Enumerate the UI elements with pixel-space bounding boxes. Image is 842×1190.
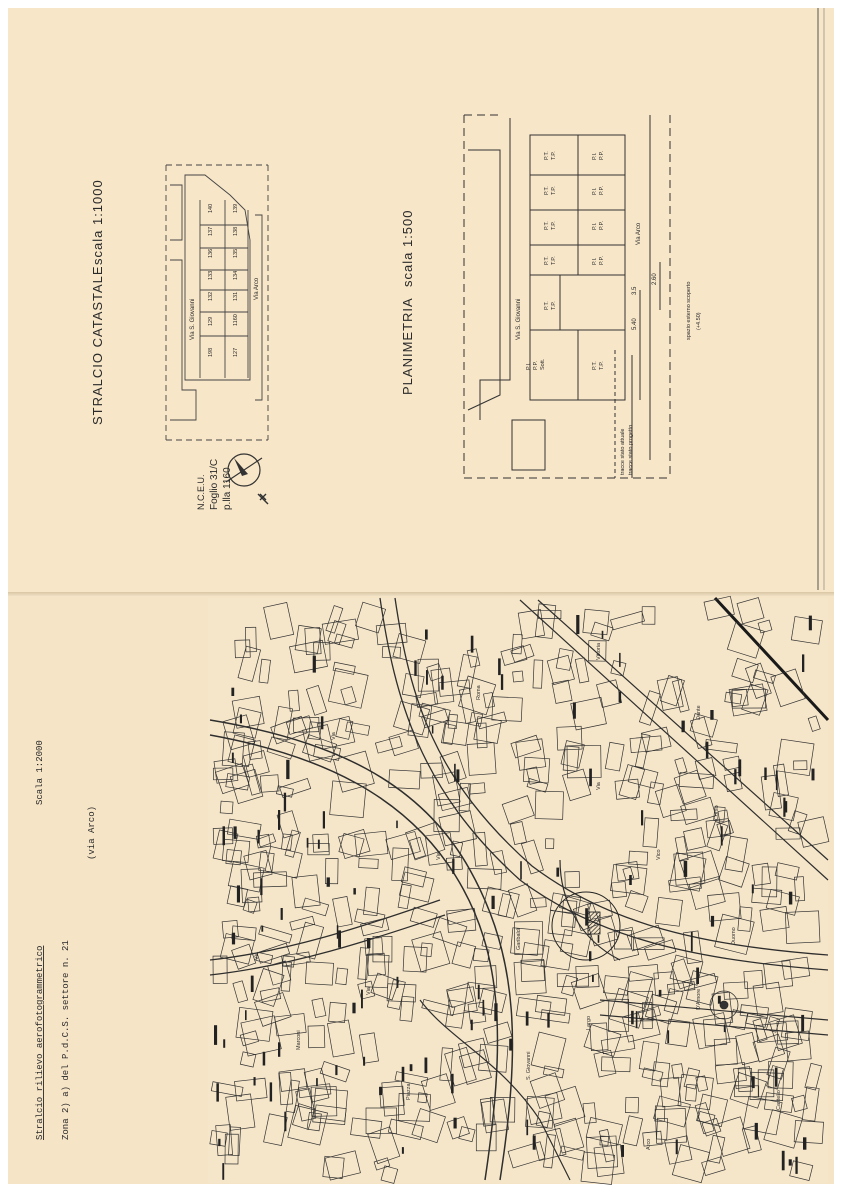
plan-unit-label: P.T.	[544, 186, 550, 195]
street-label: Vittoria	[596, 642, 602, 660]
street-label: Via	[254, 952, 260, 960]
cadastral-ref-3: p.lla 1160	[222, 467, 233, 510]
plan-unit-label: P.T.	[544, 221, 550, 230]
street-mark	[752, 1076, 755, 1088]
street-mark	[352, 1003, 355, 1014]
street-mark	[471, 636, 474, 653]
parcel-number: 198	[208, 347, 214, 357]
plan-unit-sublabel: T.P.	[599, 361, 605, 370]
street-mark	[337, 925, 339, 939]
street-mark	[509, 1039, 512, 1051]
parcel-number: 129	[208, 316, 214, 326]
street-mark	[338, 930, 341, 947]
street-mark	[231, 688, 234, 696]
street-mark	[602, 631, 604, 639]
street-mark	[619, 653, 621, 667]
parcel-number: 139	[233, 203, 239, 213]
street-mark	[789, 1159, 792, 1165]
street-mark	[619, 692, 622, 703]
street-label: Garibaldi	[516, 927, 522, 950]
street-mark	[425, 1058, 428, 1074]
cadastral-ref-1: N.C.E.U.	[196, 474, 206, 510]
plan-unit-sublabel: T.P.	[551, 221, 557, 230]
parcel-number: 133	[208, 270, 214, 280]
cadastral-street-top: Via S. Giovanni	[190, 298, 196, 340]
street-mark	[682, 721, 685, 733]
street-mark	[526, 1012, 529, 1026]
street-mark	[592, 975, 594, 982]
street-mark	[402, 1067, 405, 1081]
street-mark	[782, 1151, 785, 1171]
street-mark	[278, 810, 280, 830]
caption-zone: Zona 2) a) del P.d.C.S. settore n. 21	[61, 940, 71, 1140]
street-mark	[441, 676, 444, 690]
cadastral-ref-2: Foglio 31/C	[209, 458, 220, 510]
street-mark	[520, 861, 522, 879]
street-mark	[752, 884, 754, 893]
street-mark	[631, 1011, 634, 1025]
street-label: Marconi	[296, 1030, 302, 1050]
street-label: D'Amore	[696, 988, 702, 1010]
street-mark	[478, 985, 480, 1000]
street-mark	[573, 702, 576, 718]
street-mark	[361, 990, 363, 1009]
street-mark	[232, 753, 234, 763]
plan-unit-label: P.T.	[544, 301, 550, 310]
street-mark	[396, 821, 398, 829]
street-mark	[621, 1145, 624, 1157]
street-mark	[318, 840, 320, 849]
street-mark	[321, 716, 324, 729]
street-mark	[323, 811, 325, 828]
plan-unit-sublabel: P.P.	[599, 256, 605, 265]
street-mark	[556, 868, 559, 877]
street-label: S. Giovanni	[526, 1051, 532, 1080]
street-label: Via	[436, 852, 442, 860]
street-mark	[223, 826, 226, 845]
street-mark	[802, 654, 804, 672]
street-mark	[414, 660, 416, 676]
parcel-number: 132	[208, 291, 214, 301]
street-mark	[636, 1011, 638, 1028]
parcel-number: 138	[233, 226, 239, 236]
street-mark	[335, 1065, 337, 1075]
parcel-number: 135	[233, 248, 239, 258]
street-mark	[494, 1003, 497, 1021]
street-mark	[471, 1020, 473, 1030]
street-mark	[234, 826, 237, 839]
parcel-number: 140	[208, 203, 214, 213]
street-mark	[397, 977, 399, 988]
street-mark	[589, 951, 591, 961]
plan-unit-label: P.T.	[592, 361, 598, 370]
street-mark	[218, 1139, 220, 1146]
street-mark	[426, 670, 428, 685]
street-mark	[216, 1083, 219, 1101]
street-mark	[261, 926, 263, 932]
street-mark	[696, 968, 699, 985]
street-mark	[260, 878, 262, 895]
street-mark	[278, 1042, 280, 1057]
street-label: Via	[331, 732, 337, 740]
street-label: Castello	[776, 1090, 782, 1110]
street-mark	[598, 935, 600, 943]
street-mark	[776, 771, 778, 791]
street-mark	[691, 932, 693, 952]
street-mark	[379, 1087, 382, 1095]
plan-street-top: Via S. Giovanni	[516, 298, 522, 340]
street-mark	[501, 674, 503, 690]
plan-note-2: (+4.50)	[696, 312, 702, 330]
street-mark	[721, 826, 723, 845]
caption-scale: Scala 1:2000	[35, 740, 45, 805]
street-label: Vico	[656, 849, 662, 860]
street-mark	[734, 769, 736, 784]
parcel-number: 134	[233, 270, 239, 280]
plan-scale: scala 1:500	[400, 209, 415, 287]
plan-unit-sublabel: P.P.	[599, 221, 605, 230]
street-mark	[367, 938, 370, 948]
plan-unit-sublabel: T.P.	[551, 186, 557, 195]
plan-title: PLANIMETRIA	[400, 297, 415, 395]
plan-unit-sublabel: P.P.	[599, 151, 605, 160]
street-mark	[456, 769, 459, 782]
street-mark	[454, 764, 456, 782]
street-mark	[629, 875, 632, 885]
street-mark	[286, 760, 289, 779]
street-mark	[492, 896, 495, 909]
street-label: Corso	[714, 805, 720, 820]
street-mark	[316, 1078, 318, 1086]
street-mark	[659, 990, 662, 996]
street-mark	[307, 838, 309, 848]
street-mark	[667, 1030, 669, 1043]
street-mark	[789, 892, 792, 905]
plan-unit-label: P.I.	[592, 187, 598, 195]
street-mark	[425, 630, 428, 640]
plan-unit-label: P.T.	[544, 151, 550, 160]
street-label: Via	[366, 987, 372, 995]
street-mark	[222, 1163, 224, 1180]
street-mark	[254, 1077, 256, 1085]
plan-unit-sublabel: T.P.	[551, 256, 557, 265]
caption-title: Stralcio rilievo aerofotogrammetrico	[35, 945, 45, 1140]
plan-unit-label: P.I.	[592, 152, 598, 160]
plan-unit-label: P.I.	[592, 222, 598, 230]
plan-legend-2: tracce stato progetto	[628, 424, 634, 475]
street-mark	[498, 658, 501, 675]
street-mark	[547, 1013, 549, 1028]
street-mark	[245, 1010, 247, 1020]
street-mark	[775, 1068, 778, 1087]
street-mark	[526, 1120, 528, 1136]
cadastral-scale: scala 1:1000	[90, 179, 105, 265]
street-mark	[251, 976, 254, 992]
street-mark	[706, 742, 709, 759]
street-mark	[641, 810, 643, 825]
street-mark	[232, 933, 235, 945]
street-mark	[533, 1136, 536, 1150]
parcel-number: 136	[208, 248, 214, 258]
street-mark	[363, 1057, 365, 1066]
plan-unit-label: P.I.	[526, 362, 532, 370]
street-label: Arco	[646, 1138, 652, 1150]
street-mark	[710, 710, 713, 720]
street-mark	[576, 615, 579, 634]
plan-unit-sottotetto: Sott.	[540, 358, 546, 370]
street-mark	[223, 1039, 225, 1048]
street-mark	[237, 885, 240, 902]
street-mark	[454, 1118, 457, 1129]
street-mark	[281, 908, 283, 920]
street-mark	[795, 1157, 797, 1174]
plan-note-1: spazio esterno scoperto	[686, 281, 692, 340]
street-mark	[313, 656, 316, 673]
street-mark	[684, 861, 688, 877]
street-mark	[432, 726, 434, 734]
street-mark	[410, 1064, 413, 1071]
street-label: Roma	[476, 685, 482, 700]
street-mark	[214, 1025, 217, 1045]
plan-street-bottom: Via Arco	[636, 222, 642, 245]
street-mark	[784, 801, 787, 812]
street-mark	[270, 1082, 272, 1101]
plan-unit-label: P.I.	[592, 257, 598, 265]
street-mark	[755, 1123, 758, 1140]
street-mark	[452, 859, 454, 874]
street-mark	[812, 769, 815, 781]
parcel-number: 1160	[233, 314, 239, 326]
street-mark	[353, 888, 356, 894]
street-label: Dante	[696, 705, 702, 720]
street-label: Largo	[586, 1015, 592, 1030]
street-label: Duomo	[731, 927, 737, 945]
street-mark	[263, 1052, 266, 1066]
plan-dim-3: 3.5	[632, 286, 638, 295]
parcel-number: 127	[233, 347, 239, 357]
parcel-number: 137	[208, 226, 214, 236]
plan-unit-sublabel: T.P.	[551, 151, 557, 160]
street-mark	[676, 1139, 678, 1154]
street-mark	[589, 769, 592, 787]
street-mark	[738, 759, 741, 776]
street-mark	[402, 1147, 404, 1154]
caption-sector: (via Arco)	[87, 805, 97, 860]
street-mark	[809, 616, 812, 631]
street-mark	[451, 1074, 454, 1094]
street-mark	[724, 1025, 726, 1033]
street-label: Via	[596, 782, 602, 790]
street-label: Piazza	[406, 1083, 412, 1100]
street-mark	[764, 768, 766, 781]
street-mark	[258, 830, 260, 844]
plan-legend-1: tracce stato attuale	[620, 428, 626, 475]
plan-unit-sublabel: P.P.	[599, 186, 605, 195]
street-mark	[711, 916, 714, 927]
cadastral-street-bottom: Via Arco	[254, 277, 260, 300]
street-mark	[718, 996, 721, 1004]
street-mark	[801, 1015, 804, 1032]
street-mark	[284, 793, 286, 812]
street-mark	[585, 908, 588, 925]
street-mark	[483, 1000, 485, 1016]
plan-unit-label: P.T.	[544, 256, 550, 265]
street-mark	[284, 1112, 286, 1132]
street-mark	[327, 877, 330, 886]
street-mark	[803, 1137, 806, 1149]
plan-dim-2: 2.60	[652, 273, 658, 285]
plan-unit-sublabel: P.P.	[533, 361, 539, 370]
parcel-number: 131	[233, 291, 239, 301]
street-mark	[240, 715, 242, 724]
plan-unit-sublabel: T.P.	[551, 301, 557, 310]
plan-dim-1: 5.40	[632, 318, 638, 330]
cadastral-title: STRALCIO CATASTALE	[90, 265, 105, 425]
